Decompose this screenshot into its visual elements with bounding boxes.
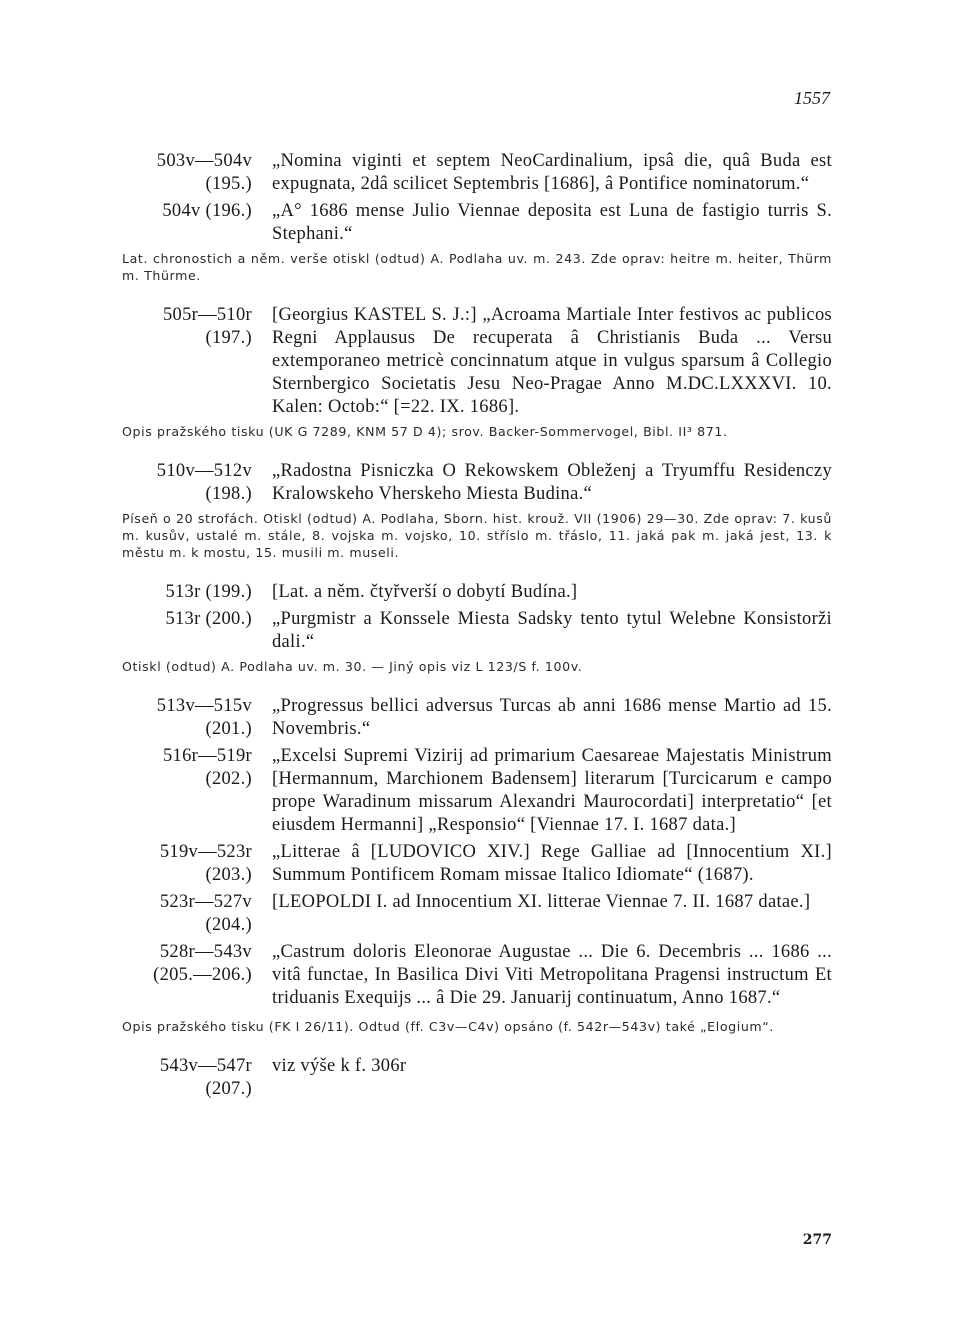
document-body xyxy=(122,150,832,1101)
folio-reference xyxy=(122,695,272,741)
page-number: 1557 xyxy=(794,88,830,108)
item-number: (205.—206.) xyxy=(153,965,252,985)
folio-range: 513r (200.) xyxy=(165,609,252,629)
catalog-entry xyxy=(122,1055,832,1101)
entry-text: „Litterae â [LUDOVICO XIV.] Rege Galliae ad [Innocentium XI.] Summum Pontificem Romam missae Italico Idiomate“ (1687). xyxy=(272,842,832,885)
editorial-note: Otiskl (odtud) A. Podlaha uv. m. 30. — Jiný opis viz L 123/S f. 100v. xyxy=(122,659,583,674)
folio-range: 504v (196.) xyxy=(162,201,252,221)
folio-reference xyxy=(122,608,272,631)
catalog-entry xyxy=(122,891,832,937)
folio-reference xyxy=(122,460,272,506)
item-number: (198.) xyxy=(205,484,252,504)
entry-text: „Progressus bellici adversus Turcas ab anni 1686 mense Martio ad 15. Novembris.“ xyxy=(272,696,832,739)
footer-page-number: 277 xyxy=(802,1232,832,1248)
entry-text: „Castrum doloris Eleonorae Augustae ... Die 6. Decembris ... 1686 ... vitâ functae, In Basilica Divi Viti Metropolitana Pragensi instructum Et triduanis Exequijs ... â Die 29. Januarij continuatum, Anno 1687.“ xyxy=(272,942,832,1008)
folio-reference xyxy=(122,150,272,196)
catalog-entry xyxy=(122,460,832,506)
editorial-note: Píseň o 20 strofách. Otiskl (odtud) A. Podlaha, Sborn. hist. krouž. VII (1906) 29—30. Zde oprav: 7. kusů m. kusův, ustalé m. stále, 8. vojska m. vojsko, 10. stříslo m. třáslo, 11. jaká pak m. jaká jest, 13. k městu m. k mostu, 15. musili m. museli. xyxy=(122,511,832,560)
folio-reference xyxy=(122,941,272,987)
catalog-entry xyxy=(122,745,832,837)
catalog-entry xyxy=(122,695,832,741)
catalog-entry xyxy=(122,841,832,887)
entry-text: „Excelsi Supremi Vizirij ad primarium Caesareae Majestatis Ministrum [Hermannum, Marchionem Badensem] literarum [Turcicarum e campo prope Waradinum missarum Alexandri Maurocordati] interpretatio“ [et eiusdem Hermanni] „Responsio“ [Viennae 17. I. 1687 data.] xyxy=(272,746,832,835)
folio-range: 503v—504v xyxy=(156,151,252,171)
folio-range: 513r (199.) xyxy=(165,582,252,602)
item-number: (201.) xyxy=(205,719,252,739)
catalog-entry xyxy=(122,200,832,246)
catalog-entry xyxy=(122,941,832,1010)
folio-reference xyxy=(122,841,272,887)
folio-range: 519v—523r xyxy=(159,842,252,862)
entry-text: „Purgmistr a Konssele Miesta Sadsky tento tytul Welebne Konsistorži dali.“ xyxy=(272,609,832,652)
folio-reference xyxy=(122,200,272,223)
entry-text: [Lat. a něm. čtyřverší o dobytí Budína.] xyxy=(272,582,578,602)
editorial-note: Opis pražského tisku (FK I 26/11). Odtud (ff. C3v—C4v) opsáno (f. 542r—543v) také „Elogium“. xyxy=(122,1019,774,1034)
folio-range: 516r—519r xyxy=(162,746,252,766)
folio-reference xyxy=(122,745,272,791)
entry-text: „A° 1686 mense Julio Viennae deposita est Luna de fastigio turris S. Stephani.“ xyxy=(272,201,832,244)
folio-reference xyxy=(122,891,272,937)
item-number: (207.) xyxy=(205,1079,252,1099)
editorial-note: Lat. chronostich a něm. verše otiskl (odtud) A. Podlaha uv. m. 243. Zde oprav: heitre m. heiter, Thürm m. Thürme. xyxy=(122,251,832,283)
catalog-entry xyxy=(122,150,832,196)
catalog-entry xyxy=(122,304,832,419)
folio-range: 510v—512v xyxy=(156,461,252,481)
item-number: (203.) xyxy=(205,865,252,885)
entry-text: [LEOPOLDI I. ad Innocentium XI. litterae Viennae 7. II. 1687 datae.] xyxy=(272,892,811,912)
folio-reference xyxy=(122,304,272,350)
item-number: (195.) xyxy=(205,174,252,194)
folio-range: 523r—527v xyxy=(159,892,252,912)
entry-text: viz výše k f. 306r xyxy=(272,1056,407,1076)
folio-range: 528r—543v xyxy=(159,942,252,962)
entry-text: [Georgius KASTEL S. J.:] „Acroama Martiale Inter festivos ac publicos Regni Applausus De recuperata â Christianis Buda ... Versu extemporaneo metricè concinnatum atque in vulgus sparsum â Collegio Sternbergico Societatis Jesu Neo-Pragae Anno M.DC.LXXXVI. 10. Kalen: Octob:“ [=22. IX. 1686]. xyxy=(272,305,832,417)
item-number: (202.) xyxy=(205,769,252,789)
folio-reference xyxy=(122,1055,272,1101)
entry-text: „Radostna Pisniczka O Rekowskem Obleženj a Tryumffu Residenczy Kralowskeho Vherskeho Miesta Budina.“ xyxy=(272,461,832,504)
item-number: (197.) xyxy=(205,328,252,348)
editorial-note: Opis pražského tisku (UK G 7289, KNM 57 D 4); srov. Backer-Sommervogel, Bibl. II³ 871. xyxy=(122,424,728,439)
entry-text: „Nomina viginti et septem NeoCardinalium, ipsâ die, quâ Buda est expugnata, 2dâ scilicet Septembris [1686], â Pontifice nominatorum.“ xyxy=(272,151,832,194)
folio-range: 513v—515v xyxy=(156,696,252,716)
catalog-entry xyxy=(122,581,832,604)
catalog-entry xyxy=(122,608,832,654)
item-number: (204.) xyxy=(205,915,252,935)
folio-range: 505r—510r xyxy=(162,305,252,325)
folio-range: 543v—547r xyxy=(159,1056,252,1076)
folio-reference xyxy=(122,581,272,604)
